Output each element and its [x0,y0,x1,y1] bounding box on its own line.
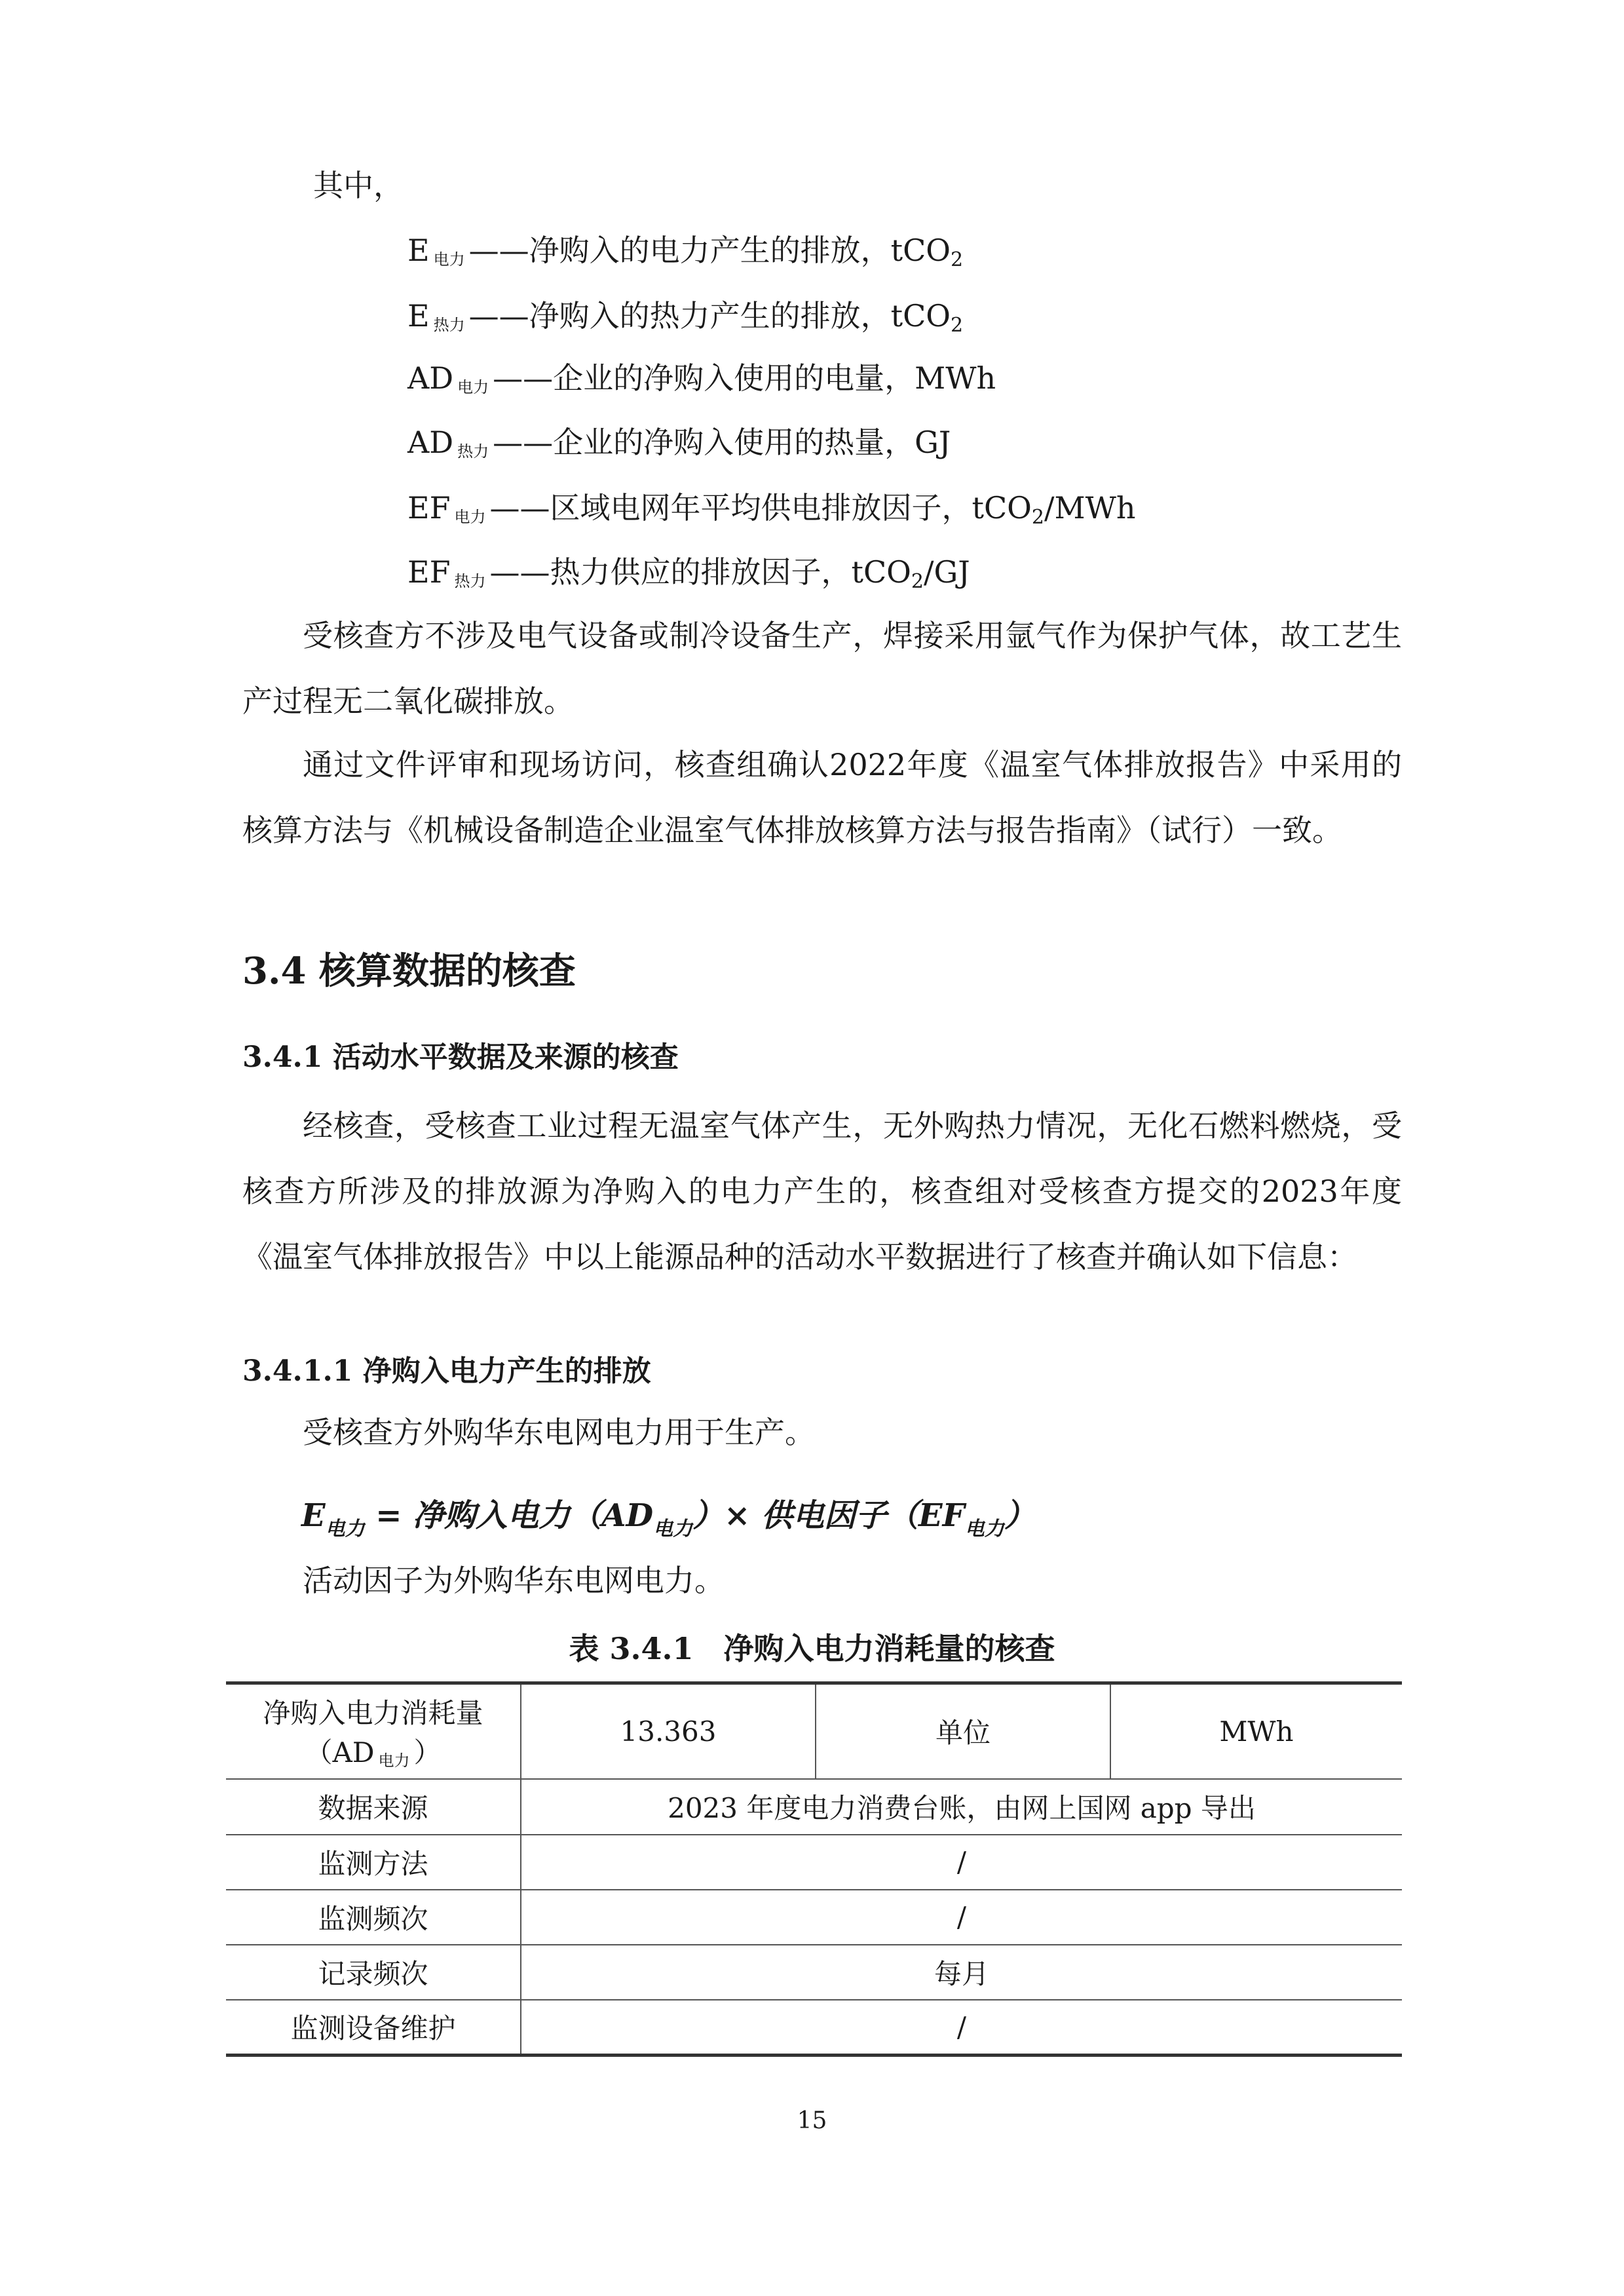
table-cell-value: 2023 年度电力消费台账，由网上国网 app 导出 [521,1779,1402,1835]
table-cell-label: 净购入电力消耗量 （AD $_{电力}$ ） [226,1683,521,1779]
table-row [226,1835,1402,1890]
definition-line: EF $_{电力}$ ——区域电网年平均供电排放因子，tCO2/MWh [407,490,1136,529]
table-row [226,1683,1402,1779]
table-row [226,1890,1402,1945]
section-heading-3-4-1: 3.4.1 活动水平数据及来源的核查 [242,1041,679,1074]
paragraph-activity-factor: 活动因子为外购华东电网电力。 [303,1563,725,1598]
paragraph-method: 通过文件评审和现场访问，核查组确认2022年度《温室气体排放报告》中采用的核算方法与《机械设备制造企业温室气体排放核算方法与报告指南》（试行）一致。 [242,747,1402,848]
table-cell-label: 监测方法 [226,1835,521,1890]
table-cell-value: / [521,2000,1402,2056]
electricity-consumption-table [226,1681,1402,2057]
table-cell-value: / [521,1890,1402,1945]
definition-line: E $_{热力}$ ——净购入的热力产生的排放，tCO2 [407,298,964,337]
table-cell-value: 13.363 [521,1683,816,1779]
table-cell-unit-label: 单位 [816,1683,1110,1779]
definition-line: E $_{电力}$ ——净购入的电力产生的排放，tCO2 [407,233,964,271]
table-row [226,1945,1402,2000]
table-cell-label: 监测频次 [226,1890,521,1945]
page-number: 15 [797,2107,827,2134]
definition-line: AD $_{电力}$ ——企业的净购入使用的电量，MWh [407,360,996,396]
table-cell-label: 监测设备维护 [226,2000,521,2056]
intro-text: 其中， [313,168,404,203]
section-heading-3-4: 3.4 核算数据的核查 [242,949,576,993]
section-heading-3-4-1-1: 3.4.1.1 净购入电力产生的排放 [242,1354,651,1388]
table-cell-label: 数据来源 [226,1779,521,1835]
paragraph-verification: 经核查，受核查工业过程无温室气体产生，无外购热力情况，无化石燃料燃烧，受核查方所涉及的排放源为净购入的电力产生的，核查组对受核查方提交的2023年度《温室气体排放报告》中以上能源品种的活动水平数据进行了核查并确认如下信息： [242,1108,1402,1274]
table-cell-value: 每月 [521,1945,1402,2000]
table-caption: 表 3.4.1 净购入电力消耗量的核查 [569,1631,1055,1666]
table-cell-label: 记录频次 [226,1945,521,2000]
table-cell-unit: MWh [1110,1683,1402,1779]
table-cell-value: / [521,1835,1402,1890]
emission-formula: $E_{电力}$ = 净购入电力$(AD_{电力})\times$ 供电因子$(EF_{电力})$ [301,1497,1036,1540]
paragraph-argon: 受核查方不涉及电气设备或制冷设备生产，焊接采用氩气作为保护气体，故工艺生产过程无二氧化碳排放。 [242,618,1402,719]
definition-line: AD $_{热力}$ ——企业的净购入使用的热量，GJ [407,425,951,461]
paragraph-grid-purchase: 受核查方外购华东电网电力用于生产。 [303,1415,815,1450]
table-row [226,1779,1402,1835]
table-row [226,2000,1402,2056]
definition-line: EF $_{热力}$ ——热力供应的排放因子，tCO2/GJ [407,554,970,593]
